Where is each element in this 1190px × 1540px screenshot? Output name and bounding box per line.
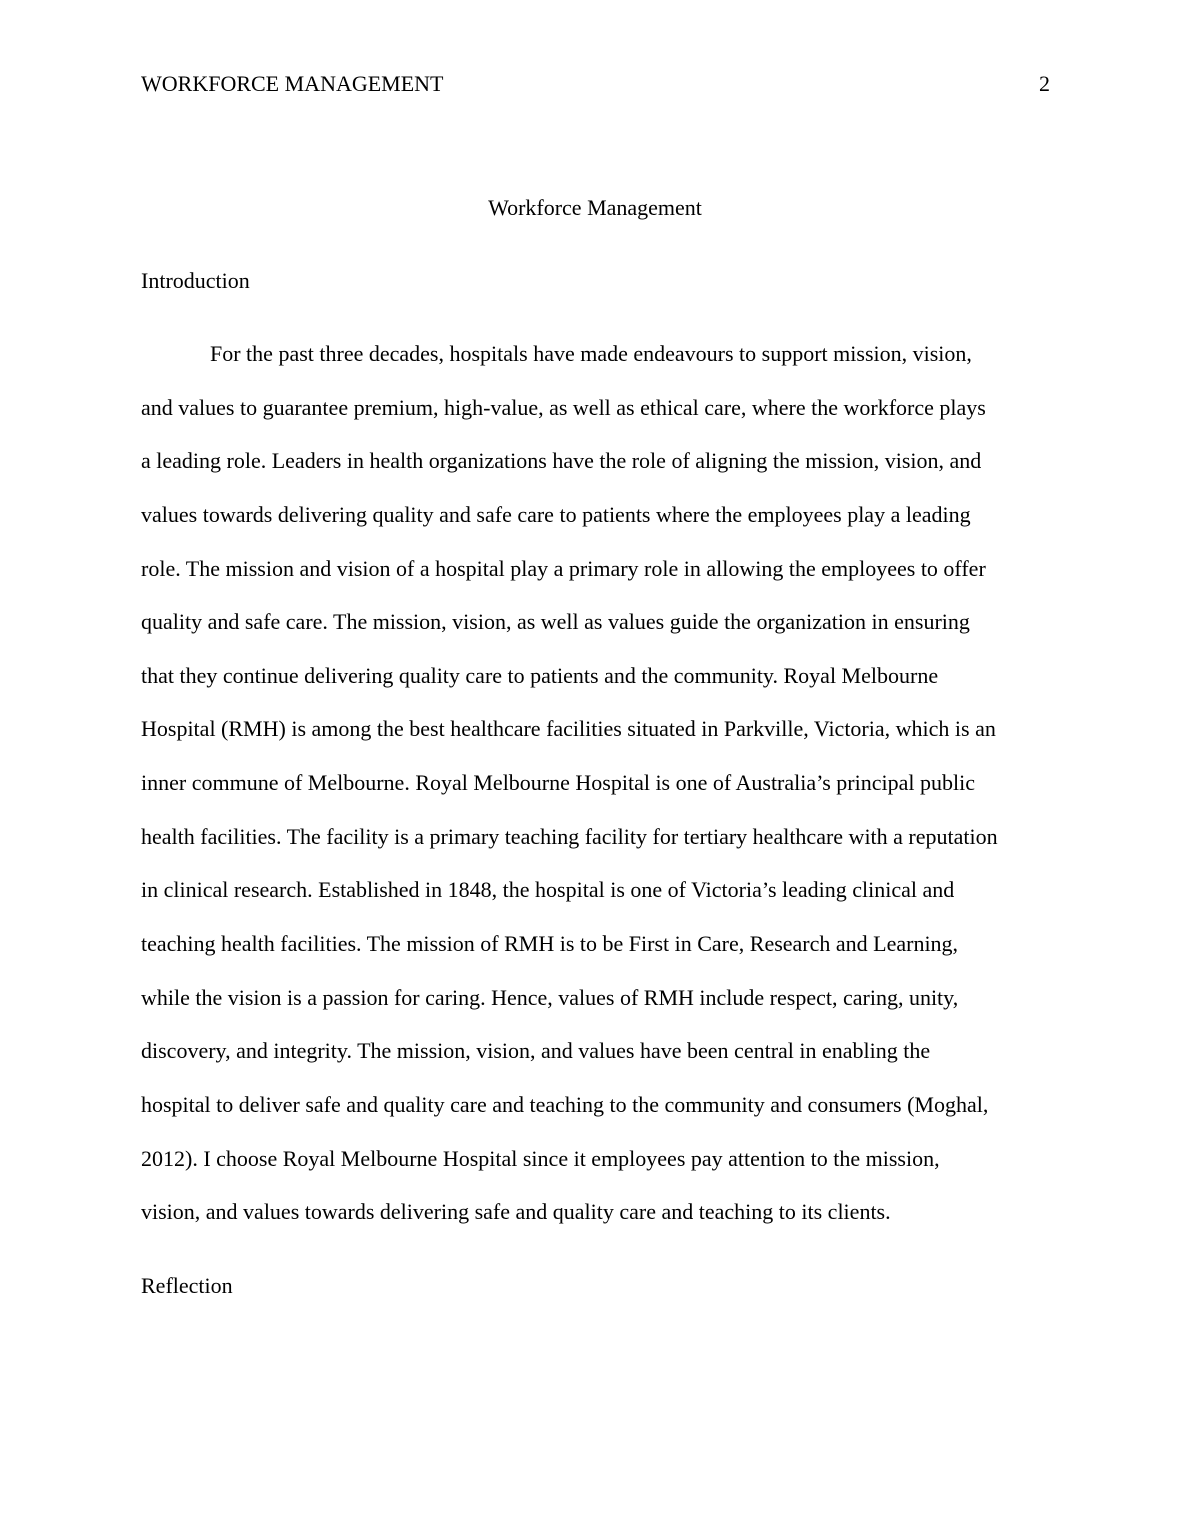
paragraph-line: discovery, and integrity. The mission, vision, and values have been central in enabling the	[141, 1038, 931, 1064]
paragraph-line: values towards delivering quality and safe care to patients where the employees play a leading	[141, 501, 971, 527]
paragraph-line: while the vision is a passion for caring. Hence, values of RMH include respect, caring, unity,	[141, 984, 959, 1010]
paragraph-line: a leading role. Leaders in health organizations have the role of aligning the mission, vision, and	[141, 448, 982, 474]
section-heading-reflection: Reflection	[141, 1273, 233, 1298]
document-title: Workforce Management	[488, 195, 702, 220]
running-head: WORKFORCE MANAGEMENT	[141, 71, 444, 96]
paragraph-line: quality and safe care. The mission, vision, as well as values guide the organization in ensuring	[141, 609, 970, 635]
paragraph-line: that they continue delivering quality care to patients and the community. Royal Melbourne	[141, 662, 939, 688]
section-heading-introduction: Introduction	[141, 268, 250, 293]
paragraph-line: in clinical research. Established in 1848, the hospital is one of Victoria’s leading clinical and	[141, 877, 955, 903]
paragraph-line: hospital to deliver safe and quality care and teaching to the community and consumers (Moghal,	[141, 1091, 989, 1117]
paragraph-line: role. The mission and vision of a hospital play a primary role in allowing the employees to offer	[141, 555, 986, 581]
paragraph-line: vision, and values towards delivering safe and quality care and teaching to its clients.	[141, 1199, 891, 1225]
paragraph-line: Hospital (RMH) is among the best healthcare facilities situated in Parkville, Victoria, which is an	[141, 716, 996, 742]
paragraph-line: health facilities. The facility is a primary teaching facility for tertiary healthcare with a reputation	[141, 823, 998, 849]
paragraph-line: inner commune of Melbourne. Royal Melbourne Hospital is one of Australia’s principal public	[141, 770, 975, 796]
page-number: 2	[1039, 71, 1050, 96]
paragraph-line: 2012). I choose Royal Melbourne Hospital since it employees pay attention to the mission,	[141, 1145, 940, 1171]
paragraph-line: teaching health facilities. The mission of RMH is to be First in Care, Research and Learning,	[141, 931, 959, 957]
paragraph-line: and values to guarantee premium, high-value, as well as ethical care, where the workforce plays	[141, 394, 986, 420]
introduction-paragraph	[141, 340, 1051, 1252]
paragraph-line: For the past three decades, hospitals have made endeavours to support mission, vision,	[210, 341, 972, 366]
